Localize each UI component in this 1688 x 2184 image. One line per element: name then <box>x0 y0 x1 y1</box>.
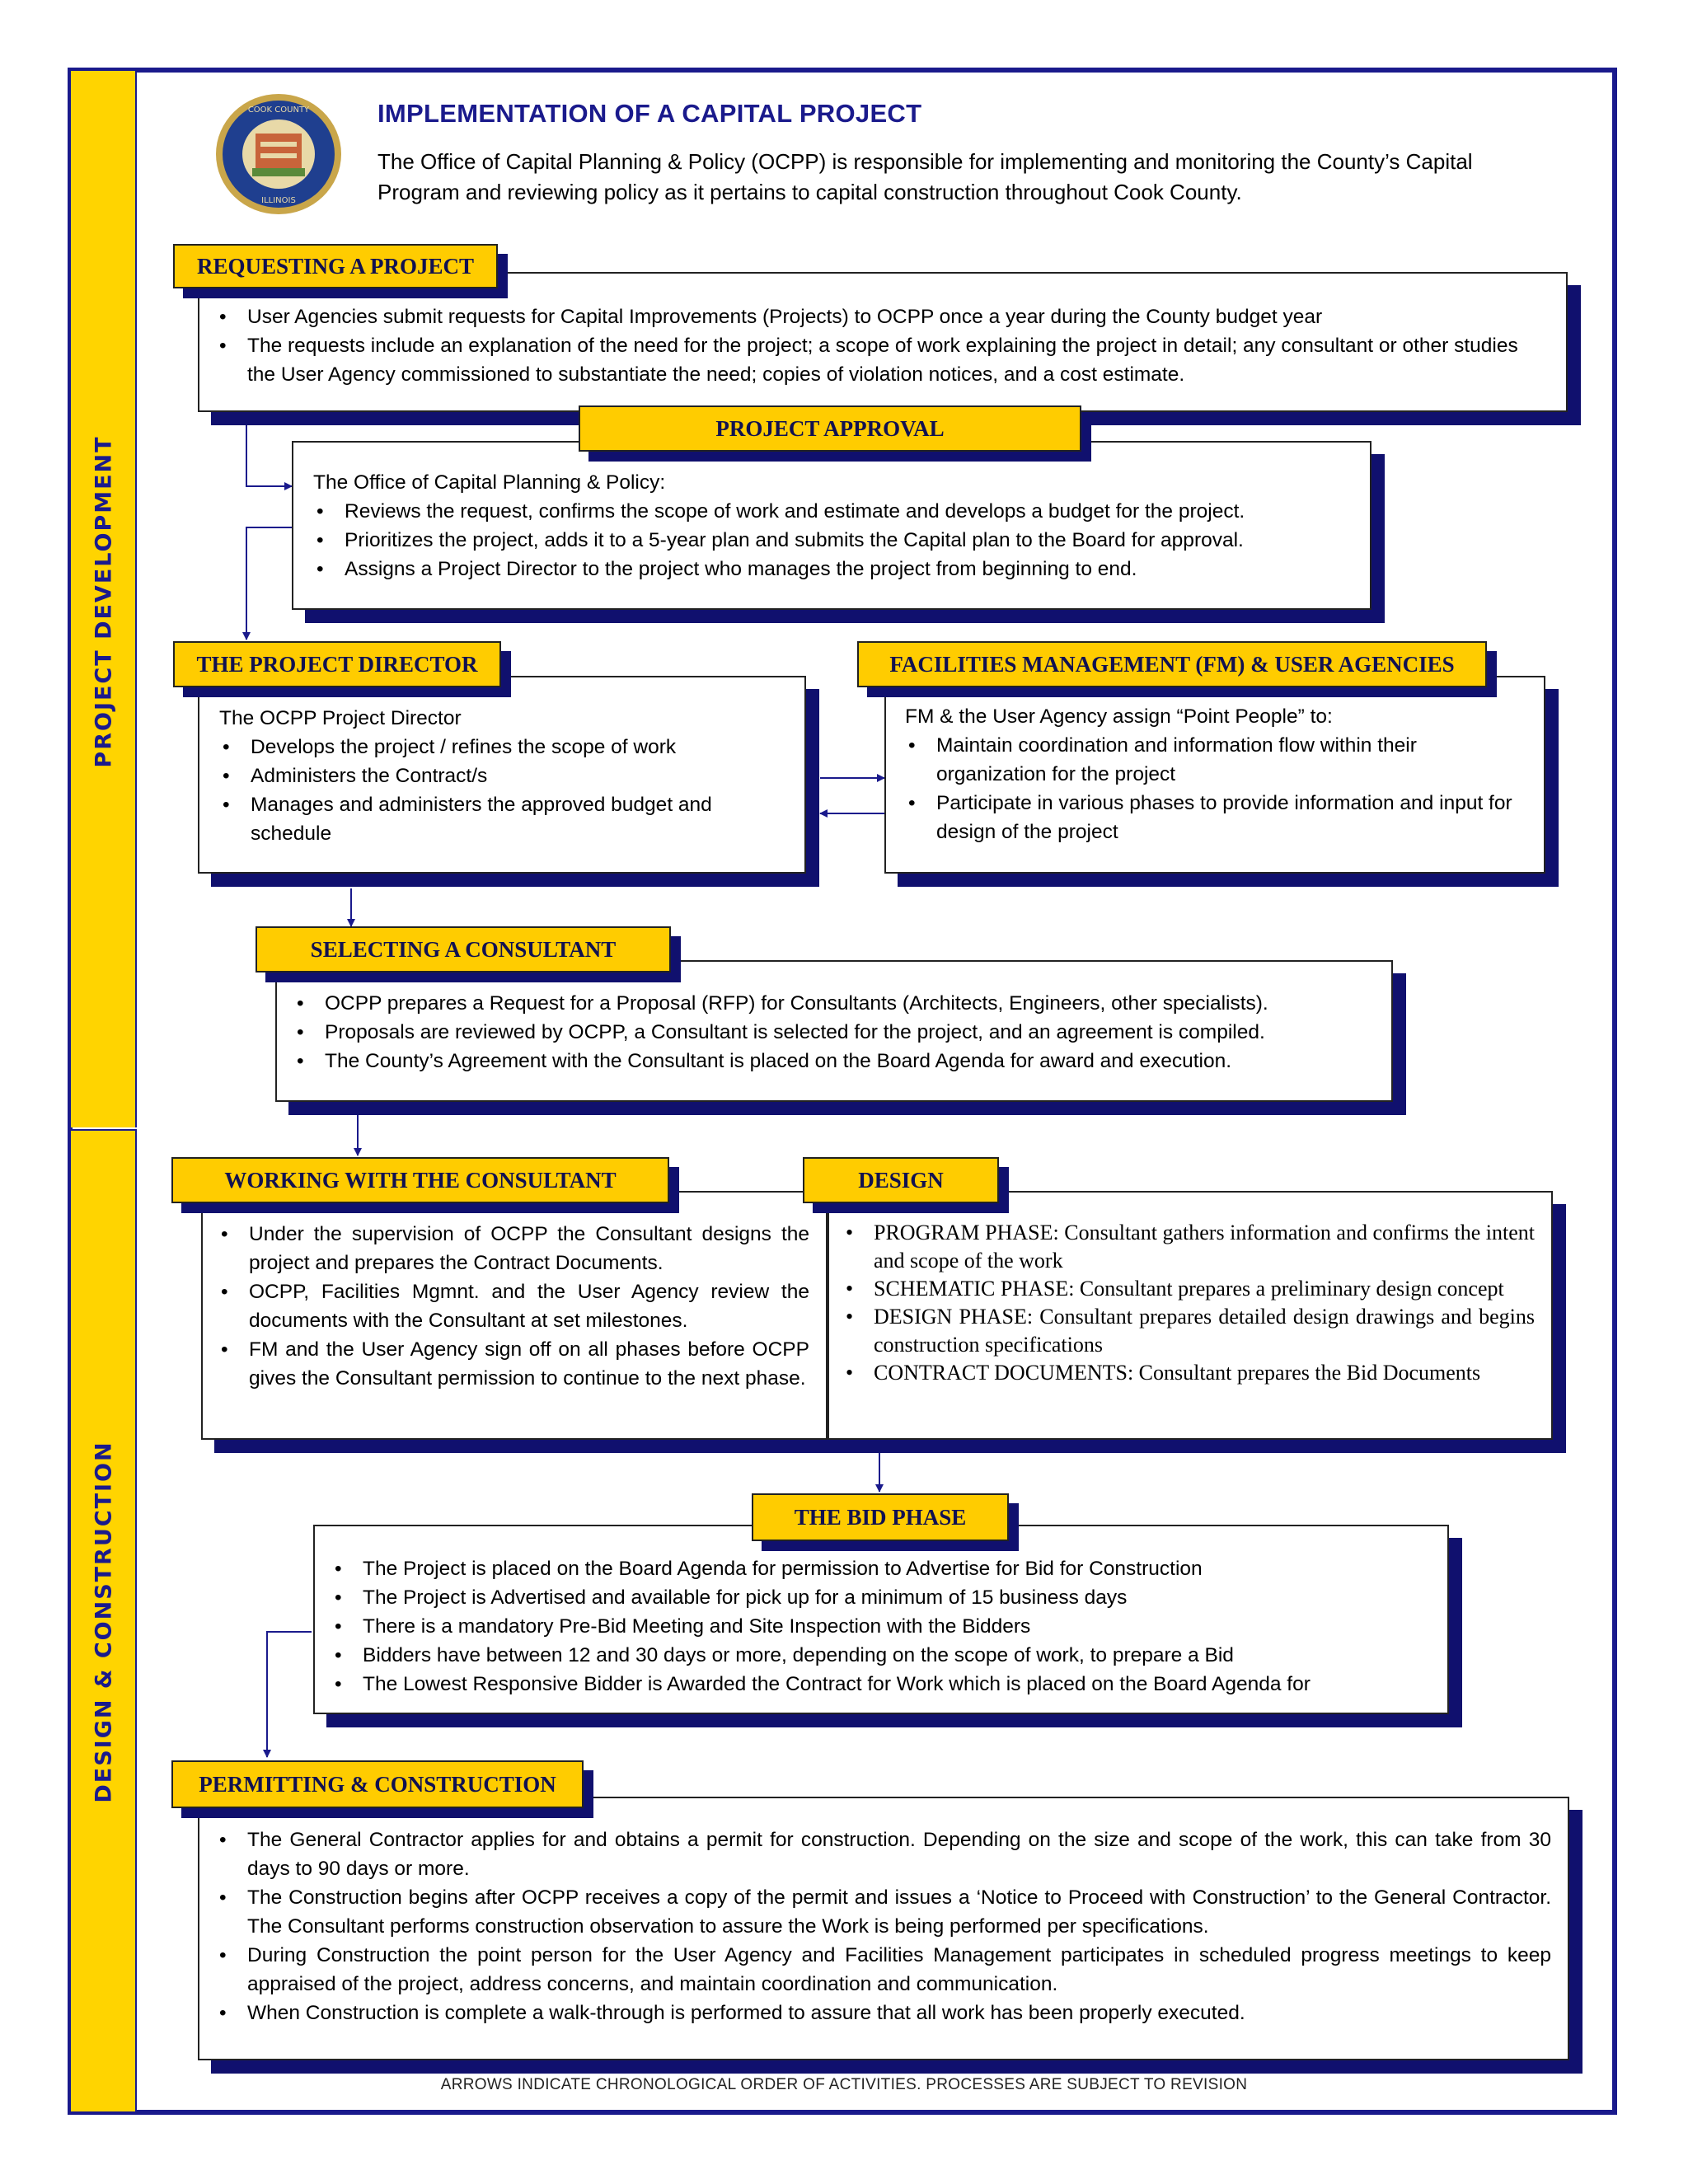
list-item: • During Construction the point person for the User Agency and Facilities Management participates in scheduled progress meetings to keep appraised of the project, address concerns, and maintain coordination and communication. <box>216 1941 1551 1999</box>
list-item: • The General Contractor applies for and obtains a permit for construction. Depending on the size and scope of the work, this can take from 30 days to 90 days or more. <box>216 1825 1551 1883</box>
bid-tab: THE BID PHASE <box>752 1493 1009 1541</box>
list-item: • Prioritizes the project, adds it to a 5-year plan and submits the Capital plan to the Board for approval. <box>313 526 1352 555</box>
facilities-intro: FM & the User Agency assign “Point People” to: <box>905 705 1333 728</box>
list-item: • Manages and administers the approved budget and schedule <box>219 790 788 848</box>
consultant-tab: SELECTING A CONSULTANT <box>256 926 671 972</box>
page-title: IMPLEMENTATION OF A CAPITAL PROJECT <box>377 99 922 128</box>
facilities-tab: FACILITIES MANAGEMENT (FM) & USER AGENCIES <box>857 641 1487 687</box>
bid-list <box>331 1554 1428 1699</box>
intro-text: The Office of Capital Planning & Policy (OCPP) is responsible for implementing and monitoring the County’s Capital Program and reviewing policy as it pertains to capital construction throughout Cook County. <box>377 149 1473 204</box>
approval-tab: PROJECT APPROVAL <box>579 405 1081 452</box>
director-text <box>219 704 788 848</box>
requesting-tab: REQUESTING A PROJECT <box>173 244 498 288</box>
working-tab: WORKING WITH THE CONSULTANT <box>171 1157 669 1203</box>
list-item: • FM and the User Agency sign off on all phases before OCPP gives the Consultant permission to continue to the next phase. <box>218 1335 809 1393</box>
working-list <box>218 1220 809 1393</box>
director-tab: THE PROJECT DIRECTOR <box>173 641 501 687</box>
list-item: • The County’s Agreement with the Consultant is placed on the Board Agenda for award and execution. <box>293 1047 1373 1076</box>
list-item: • Proposals are reviewed by OCPP, a Consultant is selected for the project, and an agreement is compiled. <box>293 1018 1373 1047</box>
director-intro: The OCPP Project Director <box>219 707 462 729</box>
permitting-tab: PERMITTING & CONSTRUCTION <box>171 1760 584 1808</box>
footer-note: ARROWS INDICATE CHRONOLOGICAL ORDER OF ACTIVITIES. PROCESSES ARE SUBJECT TO REVISION <box>440 2076 1248 2093</box>
list-item: • There is a mandatory Pre-Bid Meeting and Site Inspection with the Bidders <box>331 1612 1428 1641</box>
permitting-list <box>216 1825 1551 2027</box>
design-tab: DESIGN <box>803 1157 999 1203</box>
svg-text:COOK COUNTY: COOK COUNTY <box>247 105 310 115</box>
list-item: • User Agencies submit requests for Capital Improvements (Projects) to OCPP once a year during the County budget year <box>216 302 1551 331</box>
consultant-list <box>293 989 1373 1076</box>
list-item: • Bidders have between 12 and 30 days or more, depending on the scope of work, to prepare a Bid <box>331 1641 1428 1670</box>
list-item: • Develops the project / refines the scope of work <box>219 733 788 762</box>
arrow-request-to-approval <box>246 412 292 486</box>
list-item: • Administers the Contract/s <box>219 762 788 790</box>
arrow-bid-to-permitting <box>267 1632 312 1757</box>
list-item: • Under the supervision of OCPP the Consultant designs the project and prepares the Contract Documents. <box>218 1220 809 1277</box>
approval-intro: The Office of Capital Planning & Policy: <box>313 471 666 494</box>
sidebar-label-design-construction: DESIGN & CONSTRUCTION <box>91 1441 117 1803</box>
list-item: • The Construction begins after OCPP receives a copy of the permit and issues a ‘Notice to Proceed with Construction’ to the General Contractor. The Consultant performs construction observation to assure the Work is being performed per specifications. <box>216 1883 1551 1941</box>
list-item: • When Construction is complete a walk-through is performed to assure that all work has been properly executed. <box>216 1999 1551 2027</box>
facilities-text <box>905 702 1531 846</box>
design-list <box>842 1219 1535 1387</box>
list-item: • OCPP prepares a Request for a Proposal (RFP) for Consultants (Architects, Engineers, other specialists). <box>293 989 1373 1018</box>
list-item: • Assigns a Project Director to the project who manages the project from beginning to end. <box>313 555 1352 583</box>
svg-text:ILLINOIS: ILLINOIS <box>261 196 296 205</box>
requesting-list <box>216 302 1551 389</box>
sidebar-label-project-development: PROJECT DEVELOPMENT <box>91 435 117 768</box>
list-item: • The Lowest Responsive Bidder is Awarded the Contract for Work which is placed on the Board Agenda for <box>331 1670 1428 1699</box>
list-item: • Maintain coordination and information flow within their organization for the project <box>905 731 1531 789</box>
list-item: • OCPP, Facilities Mgmnt. and the User Agency review the documents with the Consultant at set milestones. <box>218 1277 809 1335</box>
list-item: • The Project is Advertised and available for pick up for a minimum of 15 business days <box>331 1583 1428 1612</box>
list-item: • DESIGN PHASE: Consultant prepares detailed design drawings and begins construction specifications <box>842 1303 1535 1359</box>
list-item: • The requests include an explanation of the need for the project; a scope of work explaining the project in detail; any consultant or other studies the User Agency commissioned to substantiate the need; copies of violation notices, and a cost estimate. <box>216 331 1551 389</box>
list-item: • CONTRACT DOCUMENTS: Consultant prepares the Bid Documents <box>842 1359 1535 1387</box>
list-item: • PROGRAM PHASE: Consultant gathers information and confirms the intent and scope of the work <box>842 1219 1535 1275</box>
list-item: • SCHEMATIC PHASE: Consultant prepares a preliminary design concept <box>842 1275 1535 1303</box>
list-item: • The Project is placed on the Board Agenda for permission to Advertise for Bid for Construction <box>331 1554 1428 1583</box>
list-item: • Participate in various phases to provide information and input for design of the project <box>905 789 1531 846</box>
arrow-approval-to-director <box>246 527 292 640</box>
list-item: • Reviews the request, confirms the scope of work and estimate and develops a budget for the project. <box>313 497 1352 526</box>
approval-text <box>313 468 1352 583</box>
